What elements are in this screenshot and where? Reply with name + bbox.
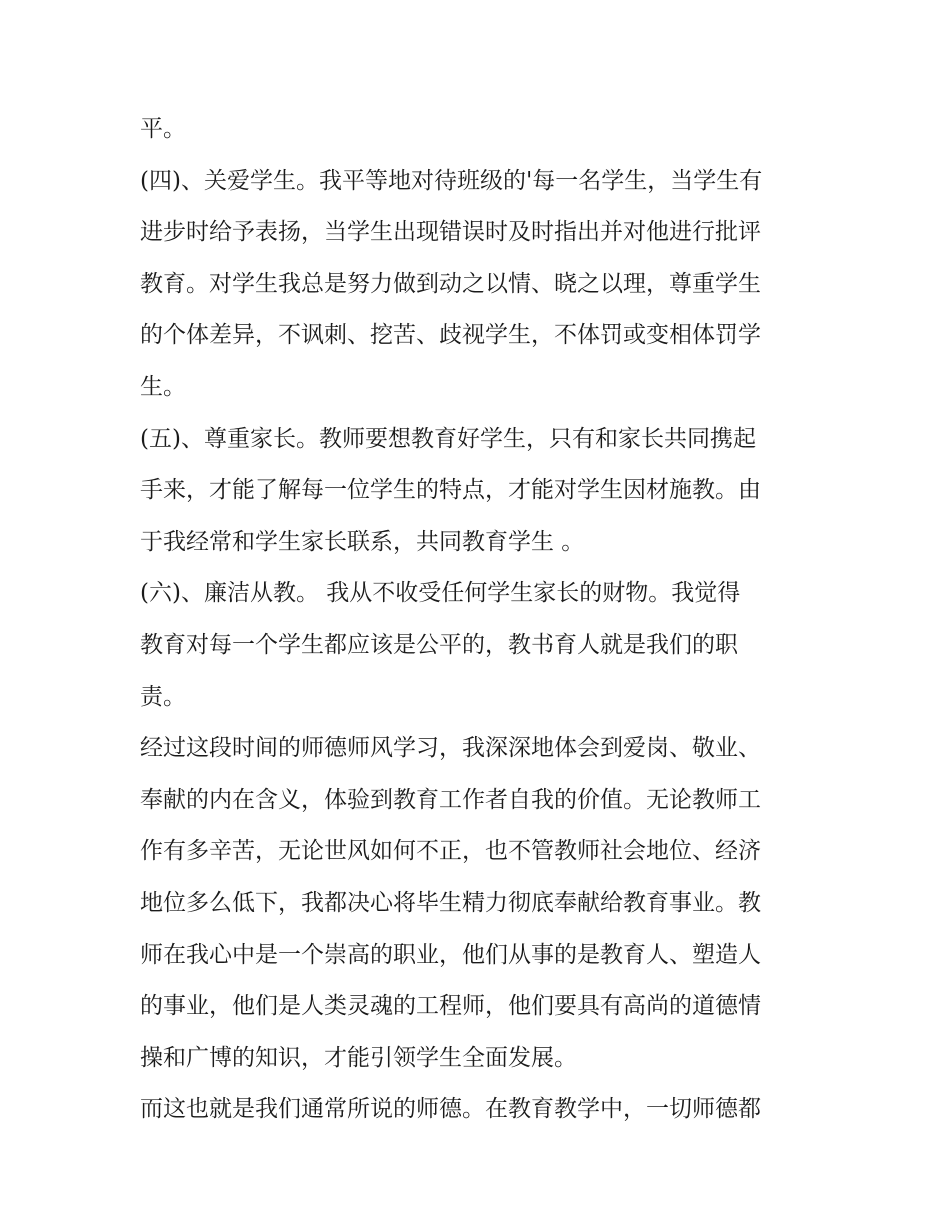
text-line: 而这也就是我们通常所说的师德。在教育教学中，一切师德都 <box>140 1096 761 1123</box>
text-line: 操和广博的知识，才能引领学生全面发展。 <box>140 1044 577 1071</box>
text-line: (四)、关爱学生。我平等地对待班级的'每一名学生，当学生有 <box>140 167 763 194</box>
text-line: 经过这段时间的师德师风学习，我深深地体会到爱岗、敬业、 <box>140 735 761 762</box>
document-body <box>140 104 830 1136</box>
text-line: 进步时给予表扬，当学生出现错误时及时指出并对他进行批评 <box>140 219 761 246</box>
text-line: 平。 <box>140 116 186 142</box>
text-line: 奉献的内在含义，体验到教育工作者自我的价值。无论教师工 <box>140 786 761 813</box>
text-line: 的事业，他们是人类灵魂的工程师，他们要具有高尚的道德情 <box>140 993 761 1020</box>
text-line: 师在我心中是一个崇高的职业，他们从事的是教育人、塑造人 <box>140 941 761 968</box>
text-line: 作有多辛苦，无论世风如何不正，也不管教师社会地位、经济 <box>140 838 761 865</box>
text-line: 地位多么低下，我都决心将毕生精力彻底奉献给教育事业。教 <box>140 889 761 916</box>
text-line: 责。 <box>140 683 186 710</box>
text-line: (六)、廉洁从教。 我从不收受任何学生家长的财物。我觉得 <box>140 580 741 607</box>
text-line: 于我经常和学生家长联系，共同教育学生 。 <box>140 528 585 555</box>
text-line: (五)、尊重家长。教师要想教育好学生，只有和家长共同携起 <box>140 425 756 452</box>
text-line: 教育。对学生我总是努力做到动之以情、晓之以理，尊重学生 <box>140 270 761 297</box>
text-line: 手来，才能了解每一位学生的特点，才能对学生因材施教。由 <box>140 477 761 504</box>
text-line: 的个体差异，不讽刺、挖苦、歧视学生，不体罚或变相体罚学 <box>140 322 761 349</box>
text-line: 生。 <box>140 373 186 400</box>
text-line: 教育对每一个学生都应该是公平的，教书育人就是我们的职 <box>140 631 738 658</box>
